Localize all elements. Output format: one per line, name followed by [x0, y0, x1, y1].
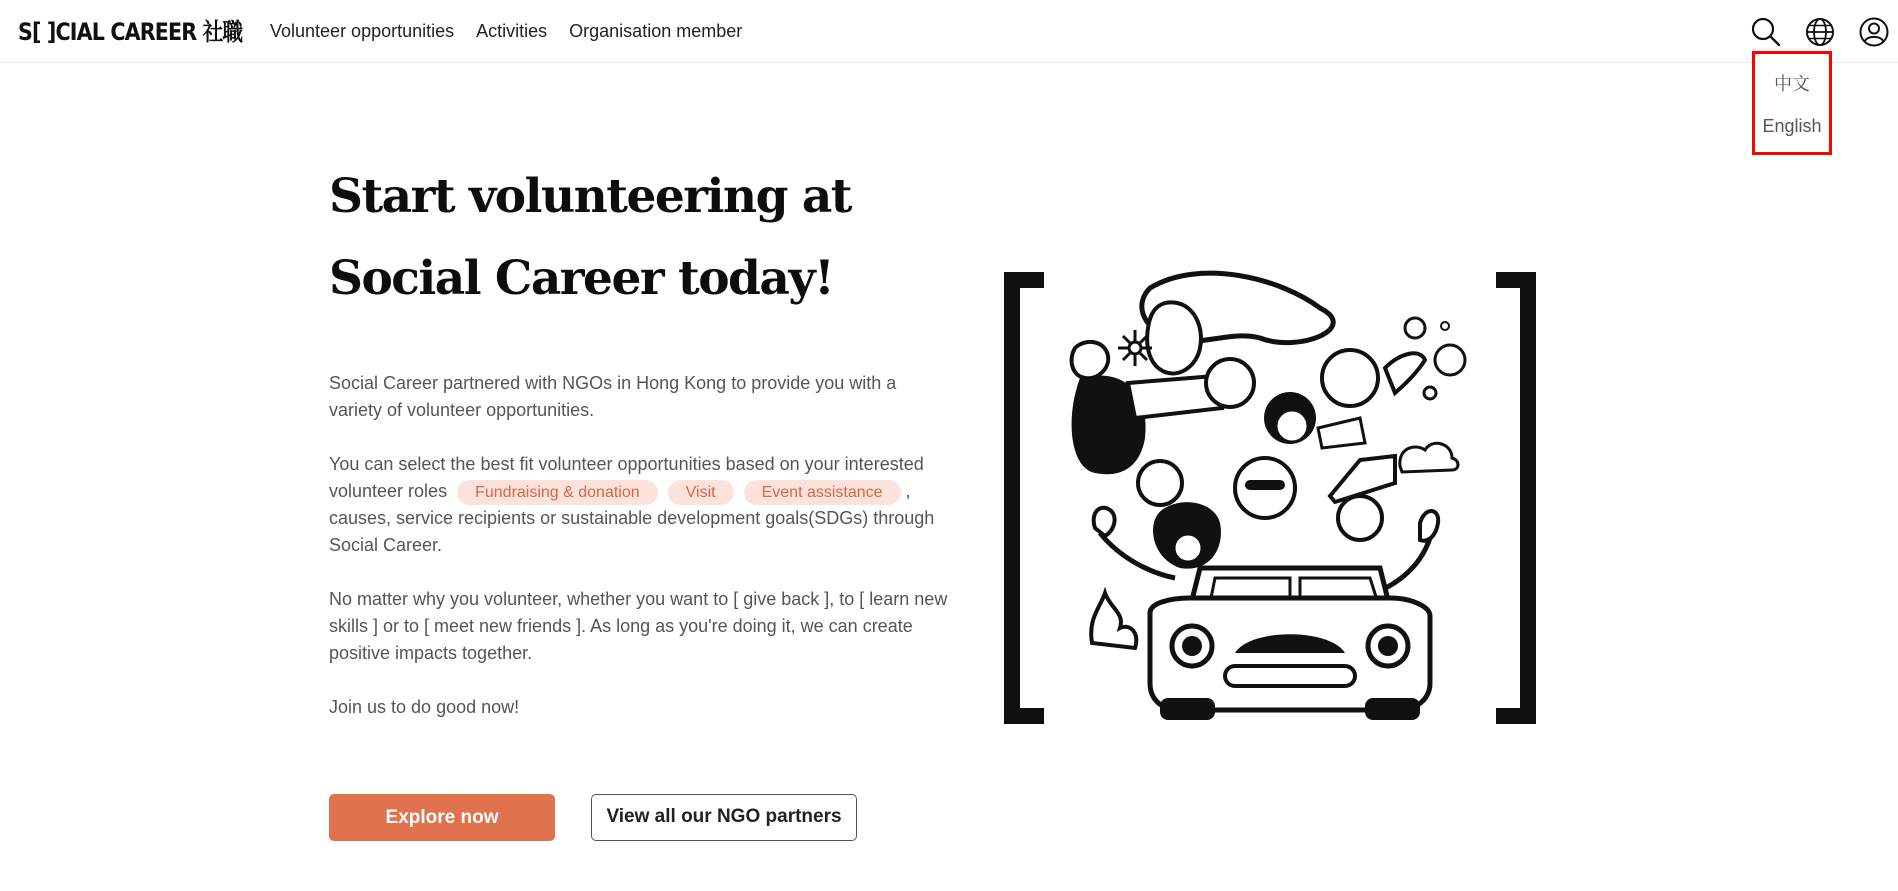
explore-now-button[interactable]: Explore now — [329, 794, 555, 841]
site-logo[interactable]: S[ ]CIAL CAREER 社職 — [18, 18, 243, 46]
roles-paragraph — [329, 451, 949, 559]
globe-icon[interactable] — [1804, 16, 1836, 48]
tag-fundraising-donation[interactable]: Fundraising & donation — [457, 480, 658, 505]
nav-organisation-member[interactable]: Organisation member — [569, 21, 743, 41]
language-option-chinese[interactable]: 中文 — [1774, 74, 1810, 94]
tag-visit[interactable]: Visit — [668, 480, 734, 505]
view-ngo-partners-button[interactable]: View all our NGO partners — [591, 794, 857, 841]
hero-title: Start volunteering at Social Career today! — [329, 169, 851, 306]
nav-activities[interactable]: Activities — [476, 21, 548, 41]
nav-volunteer-opportunities[interactable]: Volunteer opportunities — [270, 21, 455, 41]
volunteers-car-illustration — [1000, 268, 1540, 728]
main-nav — [270, 20, 742, 42]
motivation-paragraph: No matter why you volunteer, whether you want to [ give back ], to [ learn new skills ] or to [ meet new friends ]. As long as you're doing it, we can create positive impacts together. — [329, 589, 948, 663]
language-option-english[interactable]: English — [1762, 116, 1822, 136]
site-header — [0, 0, 1898, 63]
intro-paragraph: Social Career partnered with NGOs in Hong Kong to provide you with a variety of volunteer opportunities. — [329, 373, 897, 420]
roles-paragraph-outro: , causes, service recipients or sustainable development goals(SDGs) through Social Career. — [329, 481, 935, 555]
call-to-action-text: Join us to do good now! — [329, 697, 520, 717]
roles-paragraph-intro: You can select the best fit volunteer opportunities based on your interested volunteer roles — [329, 454, 924, 501]
user-account-icon[interactable] — [1858, 16, 1890, 48]
tag-event-assistance[interactable]: Event assistance — [744, 480, 901, 505]
search-icon[interactable] — [1750, 16, 1782, 48]
language-dropdown — [1752, 51, 1832, 155]
